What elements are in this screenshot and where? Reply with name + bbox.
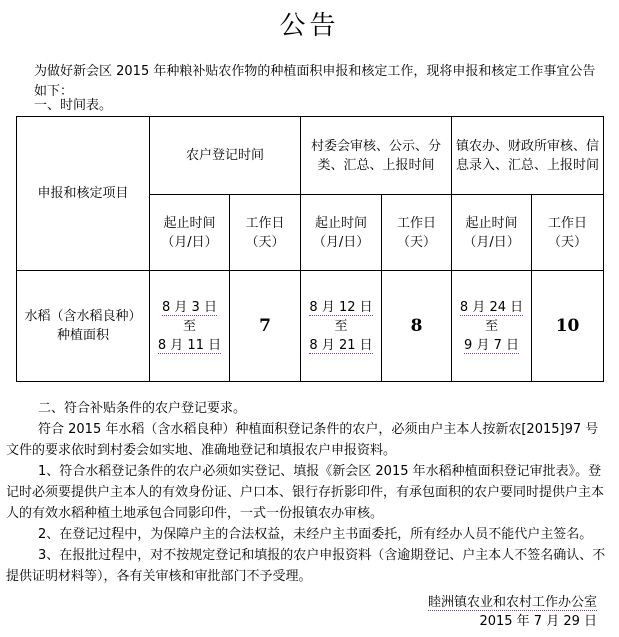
workdays-cell: 7 <box>230 271 301 382</box>
page-title: 公告 <box>279 11 340 41</box>
subheader-days: 工作日（天） <box>230 195 301 271</box>
schedule-table <box>16 116 604 382</box>
workdays-cell: 10 <box>532 271 604 382</box>
date-end: 8 月 21 日 <box>309 337 373 353</box>
date-to: 至 <box>182 318 196 334</box>
body-paragraph: 1、符合水稻登记条件的农户必须如实登记、填报《新会区 2015 年水稻种植面积登记审批表》。登记时必须要提供户主本人的有效身份证、户口本、银行存折影印件，有承包面积的农户要同时提供户主本人的有效水稻种植土地承包合同影印件，一式一份报镇农办审核。 <box>6 464 605 521</box>
group-header-town: 镇农办、财政所审核、信息录入、汇总、上报时间 <box>452 117 604 195</box>
section-heading-requirements: 二、符合补贴条件的农户登记要求。 <box>38 401 247 416</box>
signature-date: 2015 年 7 月 29 日 <box>479 614 597 629</box>
section-heading-timetable: 一、时间表。 <box>34 98 113 113</box>
date-range-cell <box>452 271 532 382</box>
body-paragraph: 符合 2015 年水稻（含水稻良种）种植面积登记条件的农户，必须由户主本人按新农[2015]97 号文件的要求依时到村委会如实地、准确地登记和填报农户申报资料。 <box>6 422 599 458</box>
date-end: 8 月 11 日 <box>157 337 222 353</box>
date-to: 至 <box>334 318 348 334</box>
date-start: 8 月 24 日 <box>459 299 524 315</box>
row-label-cell: 水稻（含水稻良种）种植面积 <box>17 271 150 382</box>
subheader-start: 起止时间（月/日） <box>452 195 532 271</box>
subheader-start: 起止时间（月/日） <box>301 195 382 271</box>
date-to: 至 <box>485 318 499 334</box>
subheader-start: 起止时间（月/日） <box>150 195 230 271</box>
workdays-cell: 8 <box>382 271 452 382</box>
signature-org: 睦洲镇农业和农村工作办公室 <box>427 595 597 610</box>
body-paragraph: 2、在登记过程中，为保障户主的合法权益，未经户主书面委托，所有经办人员不能代户主签名。 <box>38 527 593 542</box>
requirements-section <box>0 398 619 587</box>
date-start: 8 月 3 日 <box>162 299 217 315</box>
subheader-days: 工作日（天） <box>382 195 452 271</box>
group-header-farmer: 农户登记时间 <box>150 117 301 195</box>
body-paragraph: 3、在报批过程中，对不按规定登记和填报的农户申报资料（含逾期登记、户主本人不签名确认、不提供证明材料等），各有关审核和审批部门不予受理。 <box>6 548 606 584</box>
table-row <box>17 271 604 382</box>
date-start: 8 月 12 日 <box>309 299 373 315</box>
date-end: 9 月 7 日 <box>464 337 519 353</box>
subheader-days: 工作日（天） <box>532 195 604 271</box>
table-header-row <box>17 117 604 195</box>
project-header-cell: 申报和核定项目 <box>17 117 150 271</box>
group-header-village: 村委会审核、公示、分类、汇总、上报时间 <box>301 117 452 195</box>
intro-paragraph: 为做好新会区 2015 年种粮补贴农作物的种植面积申报和核定工作，现将申报和核定工作事宜公告如下： <box>34 64 596 99</box>
date-range-cell <box>301 271 382 382</box>
date-range-cell <box>150 271 230 382</box>
